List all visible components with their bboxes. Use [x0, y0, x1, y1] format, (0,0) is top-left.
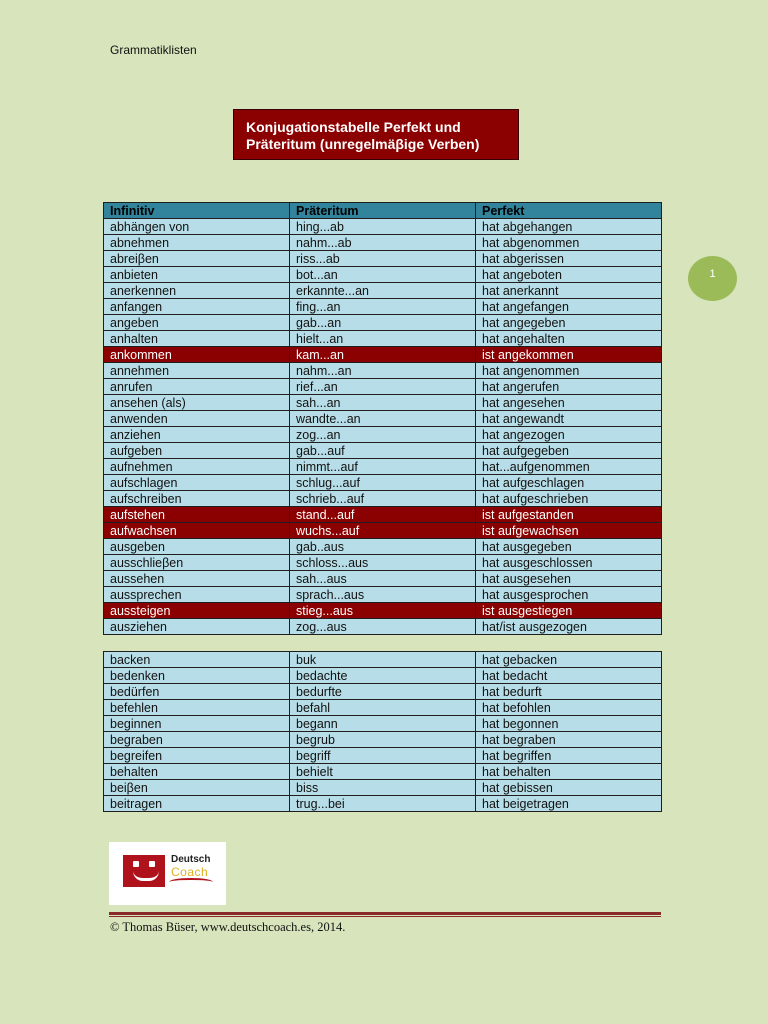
- cell-perfekt: hat begonnen: [476, 716, 662, 732]
- cell-infinitiv: backen: [104, 652, 290, 668]
- cell-perfekt: hat begraben: [476, 732, 662, 748]
- cell-infinitiv: ausgeben: [104, 539, 290, 555]
- cell-prateritum: sprach...aus: [290, 587, 476, 603]
- cell-perfekt: hat begriffen: [476, 748, 662, 764]
- cell-prateritum: nahm...ab: [290, 235, 476, 251]
- cell-perfekt: hat bedurft: [476, 684, 662, 700]
- cell-infinitiv: aussprechen: [104, 587, 290, 603]
- cell-prateritum: wandte...an: [290, 411, 476, 427]
- cell-perfekt: hat ausgeschlossen: [476, 555, 662, 571]
- table-row: [104, 299, 662, 315]
- cell-perfekt: hat gebacken: [476, 652, 662, 668]
- cell-perfekt: hat angefangen: [476, 299, 662, 315]
- cell-perfekt: hat ausgegeben: [476, 539, 662, 555]
- table-row: [104, 748, 662, 764]
- cell-infinitiv: aufschlagen: [104, 475, 290, 491]
- table-row: [104, 619, 662, 635]
- cell-infinitiv: abnehmen: [104, 235, 290, 251]
- cell-perfekt: hat angerufen: [476, 379, 662, 395]
- cell-prateritum: gab...auf: [290, 443, 476, 459]
- cell-perfekt: hat abgenommen: [476, 235, 662, 251]
- logo-text-coach: Coach: [171, 865, 209, 879]
- table-row: [104, 716, 662, 732]
- table-row: [104, 507, 662, 523]
- table-row: [104, 571, 662, 587]
- cell-infinitiv: aufwachsen: [104, 523, 290, 539]
- cell-perfekt: hat beigetragen: [476, 796, 662, 812]
- title-line-2: Präteritum (unregelmäβige Verben): [246, 136, 480, 152]
- cell-perfekt: hat abgerissen: [476, 251, 662, 267]
- cell-perfekt: ist angekommen: [476, 347, 662, 363]
- table-row: [104, 443, 662, 459]
- cell-perfekt: hat/ist ausgezogen: [476, 619, 662, 635]
- logo-text-deutsch: Deutsch: [171, 854, 211, 865]
- cell-infinitiv: abreiβen: [104, 251, 290, 267]
- cell-prateritum: nahm...an: [290, 363, 476, 379]
- cell-prateritum: bedachte: [290, 668, 476, 684]
- table-row: [104, 700, 662, 716]
- logo-eye-right: [149, 861, 155, 867]
- cell-prateritum: bot...an: [290, 267, 476, 283]
- cell-perfekt: hat behalten: [476, 764, 662, 780]
- table-row: [104, 395, 662, 411]
- table-row: [104, 555, 662, 571]
- table-row: [104, 315, 662, 331]
- cell-infinitiv: behalten: [104, 764, 290, 780]
- cell-perfekt: ist aufgewachsen: [476, 523, 662, 539]
- verb-table-a: [103, 202, 662, 635]
- cell-infinitiv: anbieten: [104, 267, 290, 283]
- footer-divider: [109, 912, 661, 917]
- cell-perfekt: hat aufgegeben: [476, 443, 662, 459]
- title-line-1: Konjugationstabelle Perfekt und: [246, 119, 461, 135]
- smiley-logo-icon: [123, 855, 165, 887]
- cell-infinitiv: ausschlieβen: [104, 555, 290, 571]
- cell-prateritum: begrub: [290, 732, 476, 748]
- table-row: [104, 780, 662, 796]
- logo-swoosh: [169, 878, 213, 886]
- table-row: [104, 475, 662, 491]
- table-row: [104, 283, 662, 299]
- cell-prateritum: riss...ab: [290, 251, 476, 267]
- document-header: Grammatiklisten: [110, 43, 197, 57]
- cell-prateritum: behielt: [290, 764, 476, 780]
- cell-perfekt: hat angeboten: [476, 267, 662, 283]
- cell-infinitiv: begreifen: [104, 748, 290, 764]
- cell-prateritum: stieg...aus: [290, 603, 476, 619]
- cell-perfekt: hat anerkannt: [476, 283, 662, 299]
- cell-perfekt: hat aufgeschrieben: [476, 491, 662, 507]
- cell-prateritum: erkannte...an: [290, 283, 476, 299]
- page-number-badge: 1: [688, 256, 737, 301]
- cell-infinitiv: aufgeben: [104, 443, 290, 459]
- column-header-infinitiv: Infinitiv: [104, 203, 290, 219]
- cell-infinitiv: anrufen: [104, 379, 290, 395]
- cell-prateritum: biss: [290, 780, 476, 796]
- cell-perfekt: hat ausgesehen: [476, 571, 662, 587]
- table-header-row: [104, 203, 662, 219]
- footer-copyright: © Thomas Büser, www.deutschcoach.es, 2014.: [110, 920, 346, 934]
- cell-perfekt: ist aufgestanden: [476, 507, 662, 523]
- cell-perfekt: hat ausgesprochen: [476, 587, 662, 603]
- cell-prateritum: begann: [290, 716, 476, 732]
- table-row: [104, 796, 662, 812]
- deutschcoach-logo: [109, 842, 226, 905]
- cell-infinitiv: ausziehen: [104, 619, 290, 635]
- cell-infinitiv: ansehen (als): [104, 395, 290, 411]
- table-row: [104, 603, 662, 619]
- table-row: [104, 331, 662, 347]
- table-row: [104, 379, 662, 395]
- cell-perfekt: hat angehalten: [476, 331, 662, 347]
- table-row: [104, 235, 662, 251]
- cell-infinitiv: aufnehmen: [104, 459, 290, 475]
- cell-perfekt: hat befohlen: [476, 700, 662, 716]
- cell-prateritum: buk: [290, 652, 476, 668]
- table-row: [104, 587, 662, 603]
- cell-perfekt: hat...aufgenommen: [476, 459, 662, 475]
- cell-perfekt: hat gebissen: [476, 780, 662, 796]
- cell-infinitiv: beitragen: [104, 796, 290, 812]
- cell-infinitiv: befehlen: [104, 700, 290, 716]
- cell-infinitiv: beiβen: [104, 780, 290, 796]
- cell-perfekt: hat abgehangen: [476, 219, 662, 235]
- logo-smile: [133, 871, 159, 881]
- cell-infinitiv: ankommen: [104, 347, 290, 363]
- table-row: [104, 491, 662, 507]
- cell-perfekt: hat angenommen: [476, 363, 662, 379]
- cell-prateritum: zog...aus: [290, 619, 476, 635]
- table-row: [104, 523, 662, 539]
- cell-prateritum: rief...an: [290, 379, 476, 395]
- cell-prateritum: bedurfte: [290, 684, 476, 700]
- table-row: [104, 539, 662, 555]
- cell-infinitiv: aussehen: [104, 571, 290, 587]
- cell-prateritum: schloss...aus: [290, 555, 476, 571]
- cell-infinitiv: annehmen: [104, 363, 290, 379]
- table-row: [104, 363, 662, 379]
- cell-infinitiv: anerkennen: [104, 283, 290, 299]
- table-row: [104, 251, 662, 267]
- document-title: [233, 109, 519, 160]
- cell-prateritum: schrieb...auf: [290, 491, 476, 507]
- table-row: [104, 427, 662, 443]
- cell-prateritum: schlug...auf: [290, 475, 476, 491]
- table-row: [104, 668, 662, 684]
- table-row: [104, 411, 662, 427]
- cell-infinitiv: anziehen: [104, 427, 290, 443]
- cell-prateritum: hielt...an: [290, 331, 476, 347]
- cell-prateritum: befahl: [290, 700, 476, 716]
- cell-perfekt: ist ausgestiegen: [476, 603, 662, 619]
- cell-prateritum: stand...auf: [290, 507, 476, 523]
- cell-perfekt: hat bedacht: [476, 668, 662, 684]
- cell-infinitiv: begraben: [104, 732, 290, 748]
- table-row: [104, 732, 662, 748]
- cell-infinitiv: aufstehen: [104, 507, 290, 523]
- cell-infinitiv: anwenden: [104, 411, 290, 427]
- cell-prateritum: trug...bei: [290, 796, 476, 812]
- cell-perfekt: hat angezogen: [476, 427, 662, 443]
- table-row: [104, 267, 662, 283]
- cell-perfekt: hat angesehen: [476, 395, 662, 411]
- table-row: [104, 219, 662, 235]
- cell-prateritum: gab...an: [290, 315, 476, 331]
- cell-prateritum: wuchs...auf: [290, 523, 476, 539]
- cell-perfekt: hat angewandt: [476, 411, 662, 427]
- cell-perfekt: hat angegeben: [476, 315, 662, 331]
- cell-prateritum: begriff: [290, 748, 476, 764]
- cell-infinitiv: anfangen: [104, 299, 290, 315]
- cell-prateritum: sah...an: [290, 395, 476, 411]
- cell-prateritum: kam...an: [290, 347, 476, 363]
- cell-infinitiv: beginnen: [104, 716, 290, 732]
- table-row: [104, 347, 662, 363]
- cell-prateritum: sah...aus: [290, 571, 476, 587]
- cell-prateritum: hing...ab: [290, 219, 476, 235]
- cell-prateritum: nimmt...auf: [290, 459, 476, 475]
- cell-prateritum: fing...an: [290, 299, 476, 315]
- column-header-perfekt: Perfekt: [476, 203, 662, 219]
- column-header-prateritum: Präteritum: [290, 203, 476, 219]
- cell-infinitiv: aufschreiben: [104, 491, 290, 507]
- cell-infinitiv: anhalten: [104, 331, 290, 347]
- cell-infinitiv: angeben: [104, 315, 290, 331]
- cell-prateritum: zog...an: [290, 427, 476, 443]
- table-row: [104, 684, 662, 700]
- table-row: [104, 652, 662, 668]
- logo-eye-left: [133, 861, 139, 867]
- cell-infinitiv: bedürfen: [104, 684, 290, 700]
- cell-infinitiv: bedenken: [104, 668, 290, 684]
- cell-prateritum: gab..aus: [290, 539, 476, 555]
- cell-perfekt: hat aufgeschlagen: [476, 475, 662, 491]
- cell-infinitiv: aussteigen: [104, 603, 290, 619]
- table-row: [104, 764, 662, 780]
- verb-table-b: [103, 651, 662, 812]
- cell-infinitiv: abhängen von: [104, 219, 290, 235]
- table-row: [104, 459, 662, 475]
